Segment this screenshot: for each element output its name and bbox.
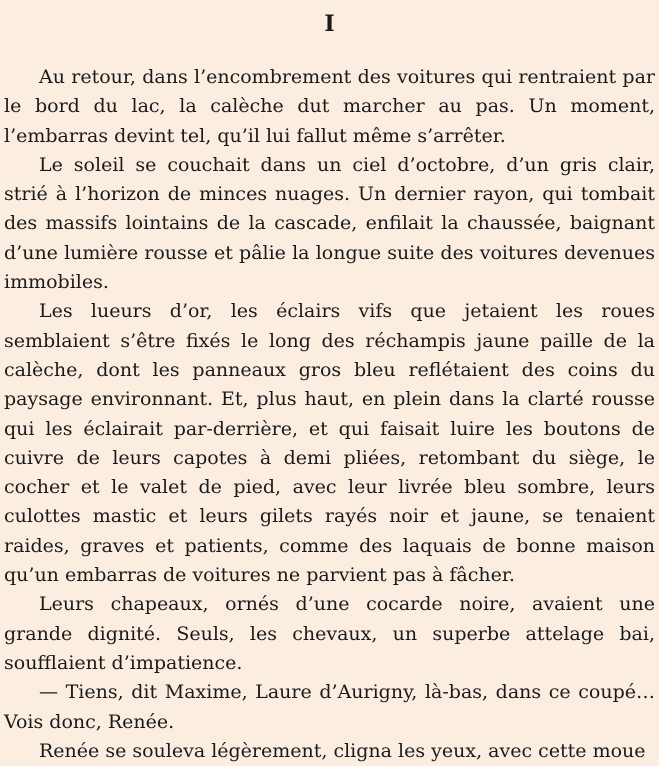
paragraph-3: Les lueurs d’or, les éclairs vifs que jetaient les roues semblaient s’être fixés le long des réchampis jaune paille de la calèche, dont les panneaux gros bleu reflétaient des coins du paysage environnant. Et, plus haut, en plein dans la clarté rousse qui les éclairait par-derrière, et qui faisait luire les boutons de cuivre de leurs capotes à demi pliées, retombant du siège, le cocher et le valet de pied, avec leur livrée bleu sombre, leurs culottes mastic et leurs gilets rayés noir et jaune, se tenaient raides, graves et patients, comme des laquais de bonne maison qu’un embarras de voitures ne parvient pas à fâcher. bbox=[4, 300, 655, 587]
paragraph-4: Leurs chapeaux, ornés d’une cocarde noire, avaient une grande dignité. Seuls, les chevaux, un superbe attelage bai, soufflaient d’impatience. bbox=[4, 593, 655, 674]
chapter-heading: I bbox=[324, 11, 335, 37]
paragraph-2: Le soleil se couchait dans un ciel d’octobre, d’un gris clair, strié à l’horizon de minces nuages. Un dernier rayon, qui tombait des massifs lointains de la cascade, enfilait la chaussée, baignant d’une lumière rousse et pâlie la longue suite des voitures devenues immobiles. bbox=[4, 153, 655, 294]
paragraph-6: Renée se souleva légèrement, cligna les yeux, avec cette moue bbox=[39, 739, 646, 762]
paragraph-1: Au retour, dans l’encombrement des voitures qui rentraient par le bord du lac, la calèche dut marcher au pas. Un moment, l’embarras devint tel, qu’il lui fallut même s’arrêter. bbox=[4, 66, 655, 147]
paragraph-5: — Tiens, dit Maxime, Laure d’Aurigny, là-bas, dans ce coupé… Vois donc, Renée. bbox=[4, 681, 655, 733]
